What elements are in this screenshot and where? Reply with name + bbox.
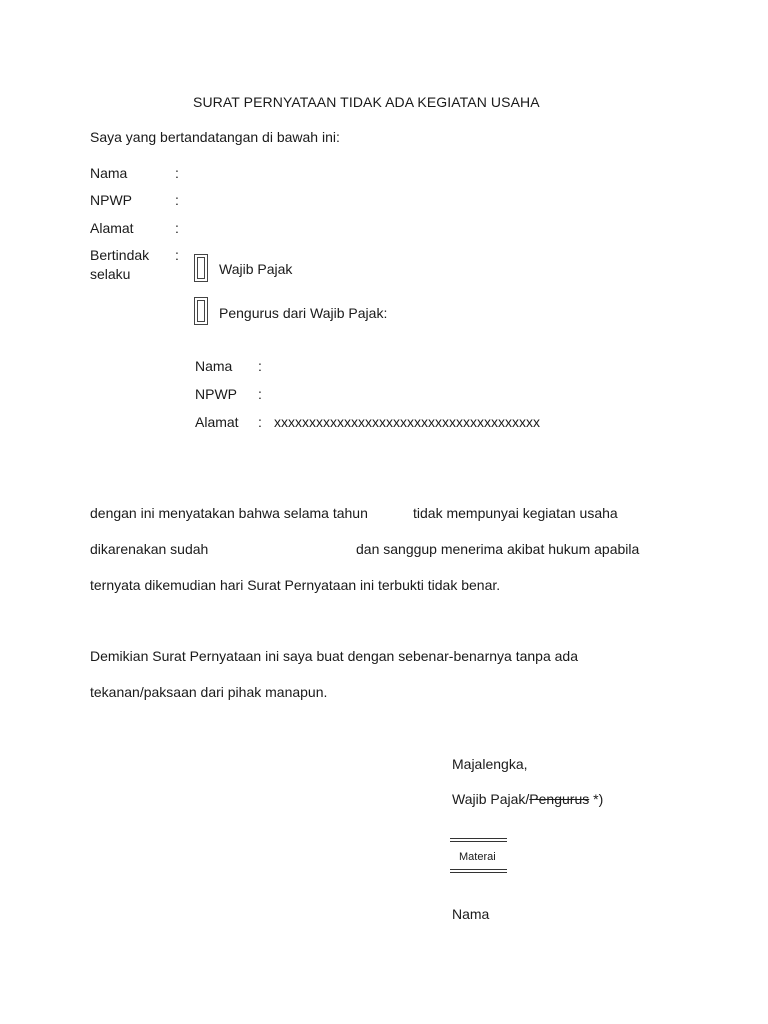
signature-place: Majalengka, xyxy=(452,756,528,772)
materai-top-rule xyxy=(450,838,507,842)
body-line1-b: tidak mempunyai kegiatan usaha xyxy=(413,505,618,521)
alamat-colon: : xyxy=(175,220,179,236)
sub-alamat-label: Alamat xyxy=(195,414,239,430)
pengurus-label: Pengurus dari Wajib Pajak: xyxy=(219,305,388,321)
body-line2-b: dan sanggup menerima akibat hukum apabila xyxy=(356,541,640,557)
nama-label: Nama xyxy=(90,165,128,181)
npwp-label: NPWP xyxy=(90,192,132,208)
signature-role-b: *) xyxy=(589,791,604,807)
body-line1-a: dengan ini menyatakan bahwa selama tahun xyxy=(90,505,368,521)
sub-npwp-colon: : xyxy=(258,386,262,402)
body-line3: ternyata dikemudian hari Surat Pernyataan ini terbukti tidak benar. xyxy=(90,577,501,593)
sub-alamat-colon: : xyxy=(258,414,262,430)
alamat-label: Alamat xyxy=(90,220,134,236)
closing-line2: tekanan/paksaan dari pihak manapun. xyxy=(90,684,328,700)
signature-role-a: Wajib Pajak/ xyxy=(452,791,530,807)
bertindak-colon: : xyxy=(175,247,179,263)
materai-bottom-rule xyxy=(450,869,507,873)
sub-nama-colon: : xyxy=(258,358,262,374)
intro-text: Saya yang bertandatangan di bawah ini: xyxy=(90,129,340,145)
sub-nama-label: Nama xyxy=(195,358,233,374)
closing-line1: Demikian Surat Pernyataan ini saya buat dengan sebenar-benarnya tanpa ada xyxy=(90,648,578,664)
sub-alamat-value: xxxxxxxxxxxxxxxxxxxxxxxxxxxxxxxxxxxxxx xyxy=(274,414,540,430)
signature-role xyxy=(452,791,603,807)
nama-colon: : xyxy=(175,165,179,181)
signature-role-strike: Pengurus xyxy=(529,791,590,807)
document-title: SURAT PERNYATAAN TIDAK ADA KEGIATAN USAHA xyxy=(193,94,540,110)
selaku-label: selaku xyxy=(90,266,131,282)
wajib-pajak-label: Wajib Pajak xyxy=(219,261,293,277)
bertindak-label: Bertindak xyxy=(90,247,150,263)
sub-npwp-label: NPWP xyxy=(195,386,237,402)
signature-name: Nama xyxy=(452,906,490,922)
materai-label: Materai xyxy=(459,851,496,863)
pengurus-checkbox[interactable] xyxy=(194,297,208,325)
wajib-pajak-checkbox[interactable] xyxy=(194,254,208,282)
body-line2-a: dikarenakan sudah xyxy=(90,541,209,557)
npwp-colon: : xyxy=(175,192,179,208)
